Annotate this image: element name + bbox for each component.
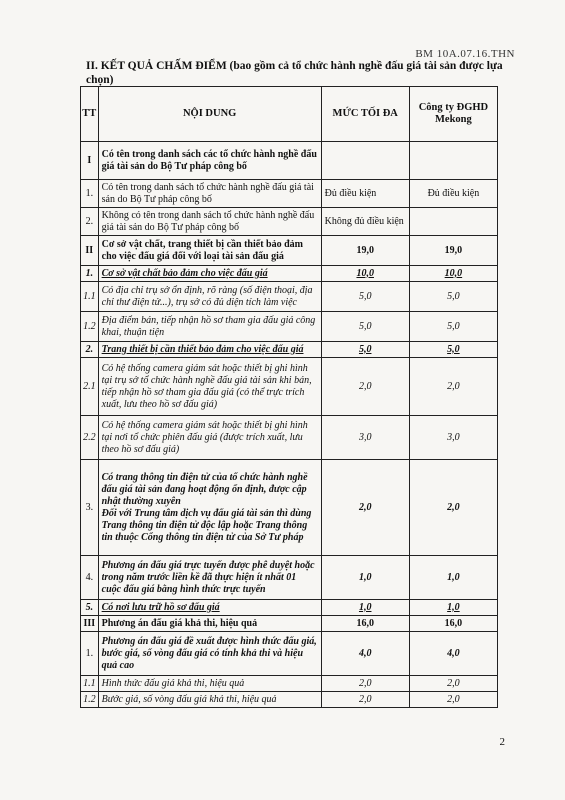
- table-row: [81, 358, 498, 416]
- table-row: [81, 556, 498, 600]
- cell-company-score: 2,0: [409, 358, 497, 416]
- cell-tt: 3.: [81, 460, 99, 556]
- cell-content-text: Phương án đấu giá khả thi, hiệu quả: [101, 617, 258, 629]
- cell-tt: 4.: [81, 556, 99, 600]
- cell-content: [98, 312, 321, 342]
- table-row: [81, 208, 498, 236]
- cell-tt: 2.: [81, 342, 99, 358]
- scoring-table: [80, 86, 498, 708]
- cell-tt: 2.2: [81, 416, 99, 460]
- cell-content-text: Phương án đấu giá trực tuyến được phê duyệt hoặc trong năm trước liền kề đã thực hiện ít nhất 01 cuộc đấu giá bằng hình thức trực tuyến: [101, 559, 315, 595]
- cell-content-text: Bước giá, số vòng đấu giá khả thi, hiệu quả: [101, 693, 277, 705]
- cell-max-score: 1,0: [321, 600, 409, 616]
- cell-company-score: 10,0: [409, 266, 497, 282]
- cell-company-score: 1,0: [409, 556, 497, 600]
- form-code: BM 10A.07.16.THN: [415, 48, 515, 60]
- cell-content-text: Cơ sở vật chất, trang thiết bị cần thiết bảo đảm cho việc đấu giá đối với loại tài sản đấu giá: [101, 238, 303, 262]
- cell-company-score: [409, 142, 497, 180]
- header-max-score: MỨC TỐI ĐA: [321, 87, 409, 142]
- cell-company-score: 3,0: [409, 416, 497, 460]
- cell-company-score: 5,0: [409, 282, 497, 312]
- cell-tt: II: [81, 236, 99, 266]
- header-tt: TT: [81, 87, 99, 142]
- cell-company-score: 2,0: [409, 692, 497, 708]
- cell-max-score: 19,0: [321, 236, 409, 266]
- header-company: Công ty ĐGHD Mekong: [409, 87, 497, 142]
- cell-company-score: Đủ điều kiện: [409, 180, 497, 208]
- cell-content: [98, 142, 321, 180]
- cell-content-text: Phương án đấu giá đề xuất được hình thức đấu giá, bước giá, số vòng đấu giá có tính khả thi và hiệu quả cao: [101, 635, 317, 671]
- cell-max-score: 5,0: [321, 282, 409, 312]
- cell-content-text: Cơ sở vật chất bảo đảm cho việc đấu giá: [101, 267, 268, 279]
- cell-content-text: Có tên trong danh sách các tổ chức hành nghề đấu giá tài sản do Bộ Tư pháp công bố: [101, 148, 317, 172]
- cell-content-note: Đối với Trung tâm dịch vụ đấu giá tài sản thì dùng Trang thông tin điện tử độc lập hoặc Trang thông tin thuộc Cổng thông tin điện tử của Sở Tư pháp: [101, 507, 312, 543]
- cell-company-score: 19,0: [409, 236, 497, 266]
- table-row: [81, 632, 498, 676]
- cell-content: [98, 600, 321, 616]
- cell-tt: 2.1: [81, 358, 99, 416]
- cell-content: [98, 632, 321, 676]
- table-row: [81, 460, 498, 556]
- cell-company-score: 1,0: [409, 600, 497, 616]
- cell-max-score: 16,0: [321, 616, 409, 632]
- cell-content: [98, 236, 321, 266]
- cell-content-text: Không có tên trong danh sách tổ chức hành nghề đấu giá tài sản do Bộ Tư pháp công bố: [101, 209, 315, 233]
- table-row: [81, 616, 498, 632]
- cell-content: [98, 358, 321, 416]
- cell-content-text: Địa điểm bán, tiếp nhận hồ sơ tham gia đấu giá công khai, thuận tiện: [101, 314, 316, 338]
- cell-tt: I: [81, 142, 99, 180]
- cell-company-score: 5,0: [409, 312, 497, 342]
- table-row: [81, 692, 498, 708]
- cell-company-score: 16,0: [409, 616, 497, 632]
- cell-max-score: Không đủ điều kiện: [321, 208, 409, 236]
- table-row: [81, 236, 498, 266]
- cell-content-text: Có hệ thống camera giám sát hoặc thiết bị ghi hình tại trụ sở tổ chức hành nghề đấu giá tài sản khi bán, tiếp nhận hồ sơ tham gia đấu giá (có thể trực trích xuất, lưu theo hồ sơ đấu giá): [101, 362, 312, 410]
- cell-content: [98, 266, 321, 282]
- cell-tt: 1.1: [81, 676, 99, 692]
- cell-company-score: 5,0: [409, 342, 497, 358]
- cell-content: [98, 180, 321, 208]
- cell-content-text: Trang thiết bị cần thiết bảo đảm cho việc đấu giá: [101, 343, 304, 355]
- cell-company-score: 2,0: [409, 460, 497, 556]
- cell-max-score: 3,0: [321, 416, 409, 460]
- table-row: [81, 142, 498, 180]
- cell-company-score: 2,0: [409, 676, 497, 692]
- cell-tt: 1.2: [81, 312, 99, 342]
- table-header-row: [81, 87, 498, 142]
- cell-content: [98, 556, 321, 600]
- cell-content: [98, 342, 321, 358]
- table-row: [81, 266, 498, 282]
- cell-tt: 5.: [81, 600, 99, 616]
- cell-content: [98, 692, 321, 708]
- cell-max-score: [321, 142, 409, 180]
- table-row: [81, 676, 498, 692]
- cell-max-score: 5,0: [321, 342, 409, 358]
- table-row: [81, 416, 498, 460]
- cell-content: [98, 460, 321, 556]
- cell-content-text: Có nơi lưu trữ hồ sơ đấu giá: [101, 601, 220, 613]
- table-row: [81, 282, 498, 312]
- page-number: 2: [499, 736, 505, 748]
- cell-company-score: [409, 208, 497, 236]
- cell-tt: 1.: [81, 180, 99, 208]
- table-row: [81, 180, 498, 208]
- cell-content: [98, 616, 321, 632]
- cell-content: [98, 416, 321, 460]
- cell-content: [98, 676, 321, 692]
- cell-tt: 1.: [81, 632, 99, 676]
- cell-max-score: 10,0: [321, 266, 409, 282]
- cell-tt: 1.: [81, 266, 99, 282]
- table-row: [81, 600, 498, 616]
- cell-max-score: 2,0: [321, 692, 409, 708]
- cell-content-text: Có trang thông tin điện tử của tổ chức hành nghề đấu giá tài sản đang hoạt động ổn định, được cập nhật thường xuyên: [101, 471, 308, 507]
- header-content: NỘI DUNG: [98, 87, 321, 142]
- cell-tt: 1.1: [81, 282, 99, 312]
- cell-tt: 1.2: [81, 692, 99, 708]
- section-heading: II. KẾT QUẢ CHẤM ĐIỂM (bao gồm cả tổ chức hành nghề đấu giá tài sản được lựa chọn): [86, 60, 503, 86]
- cell-max-score: 5,0: [321, 312, 409, 342]
- cell-content: [98, 208, 321, 236]
- cell-max-score: 4,0: [321, 632, 409, 676]
- cell-content-text: Có địa chỉ trụ sở ổn định, rõ ràng (số điện thoại, địa chỉ thư điện tử...), trụ sở có đủ diện tích làm việc: [101, 284, 313, 308]
- cell-max-score: 1,0: [321, 556, 409, 600]
- cell-max-score: 2,0: [321, 358, 409, 416]
- table-row: [81, 342, 498, 358]
- cell-max-score: 2,0: [321, 460, 409, 556]
- cell-content-text: Có hệ thống camera giám sát hoặc thiết bị ghi hình tại nơi tổ chức phiên đấu giá (được trích xuất, lưu theo hồ sơ đấu giá): [101, 419, 308, 455]
- cell-content-text: Hình thức đấu giá khả thi, hiệu quả: [101, 677, 245, 689]
- cell-company-score: 4,0: [409, 632, 497, 676]
- cell-max-score: Đủ điều kiện: [321, 180, 409, 208]
- cell-content: [98, 282, 321, 312]
- cell-tt: III: [81, 616, 99, 632]
- table-row: [81, 312, 498, 342]
- cell-max-score: 2,0: [321, 676, 409, 692]
- cell-tt: 2.: [81, 208, 99, 236]
- cell-content-text: Có tên trong danh sách tổ chức hành nghề đấu giá tài sản do Bộ Tư pháp công bố: [101, 181, 314, 205]
